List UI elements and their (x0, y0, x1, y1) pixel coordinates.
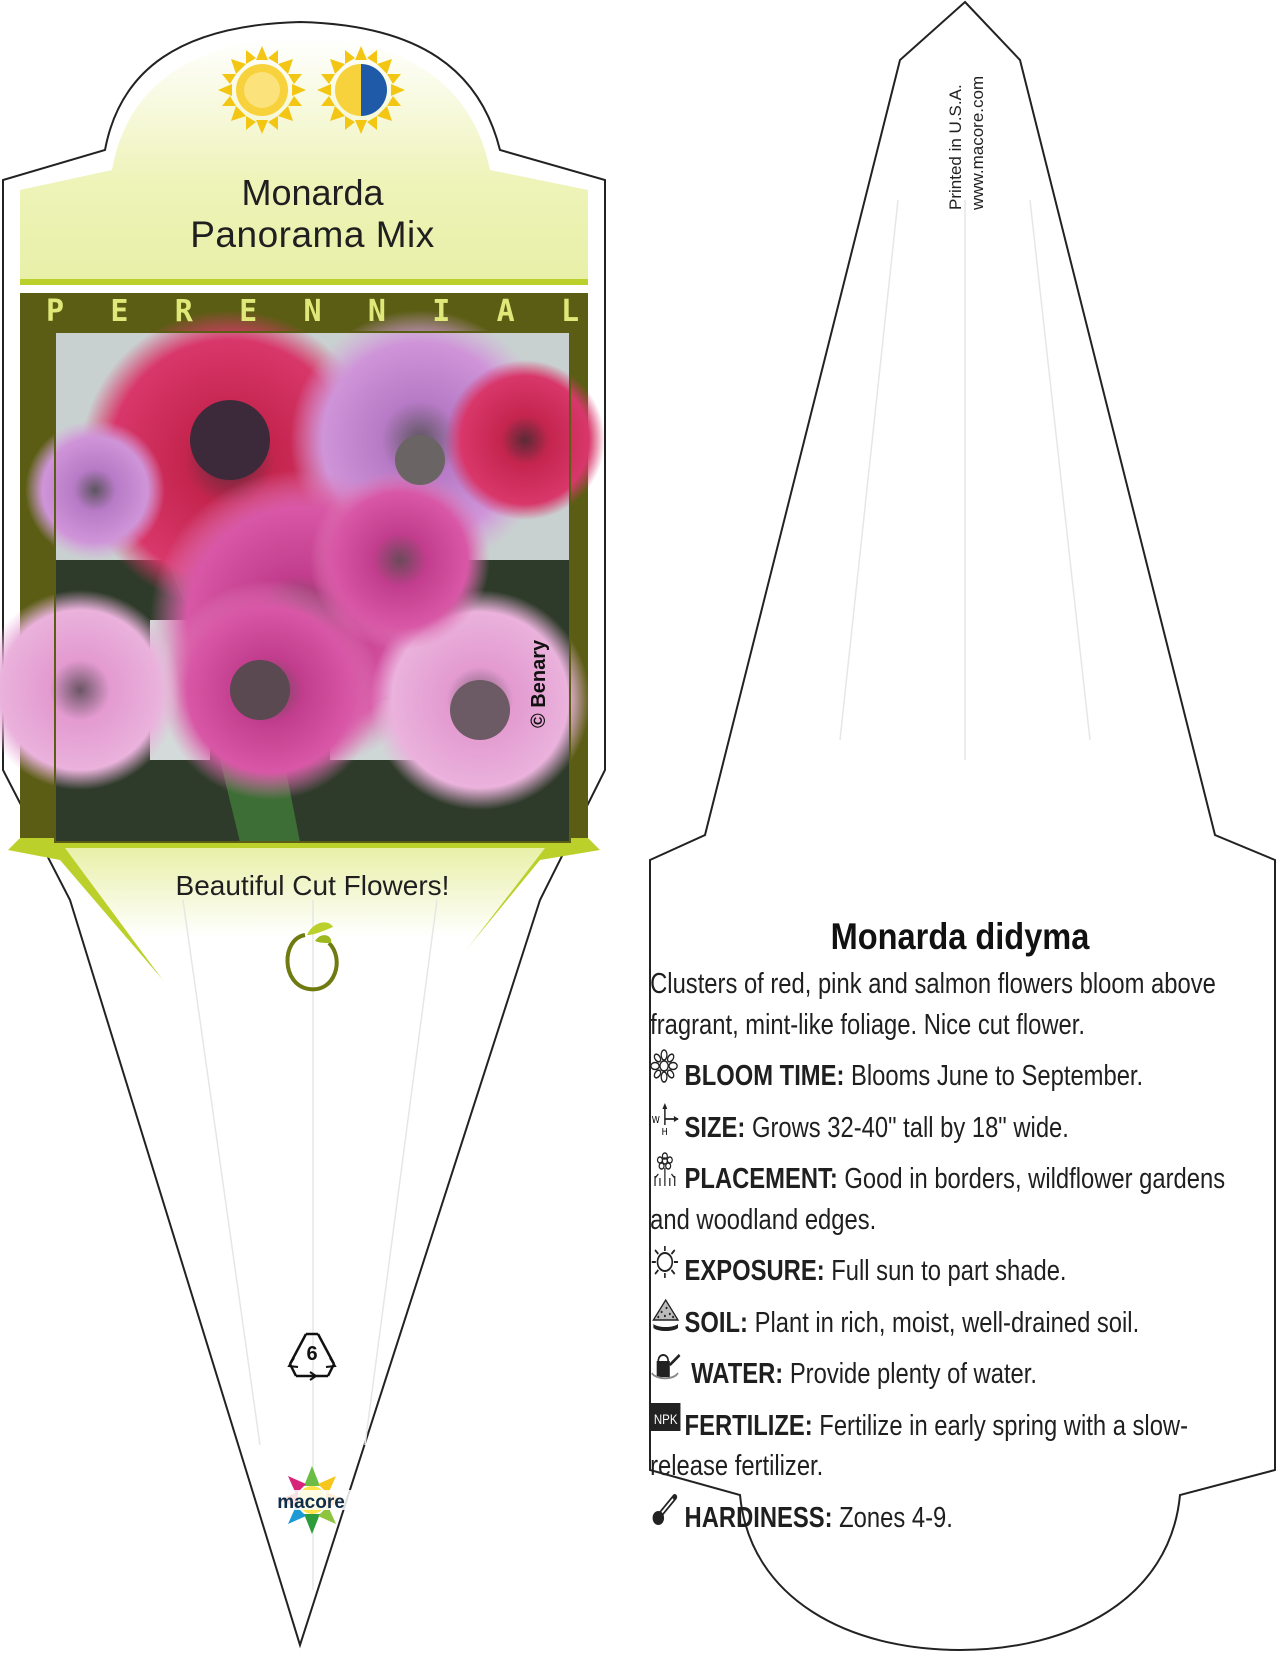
recycle-code: 6 (306, 1343, 318, 1365)
care-row (650, 1045, 1252, 1097)
category-letter: E (110, 294, 129, 329)
category-label (40, 294, 585, 329)
printed-country: Printed in U.S.A. (946, 84, 965, 210)
care-label: FERTILIZE: (684, 1409, 813, 1442)
npk-icon (650, 1395, 684, 1435)
printed-info (945, 76, 989, 210)
plant-genus: Monarda (241, 172, 384, 213)
size-w-label: W (651, 1114, 660, 1126)
care-label: EXPOSURE: (684, 1255, 825, 1287)
care-label: SIZE: (684, 1111, 746, 1144)
category-letter: E (239, 294, 258, 329)
care-text: Fertilize in early spring with a slow-release fertilizer. (650, 1409, 1189, 1482)
care-row (650, 1395, 1252, 1487)
care-text: Plant in rich, moist, well-drained soil. (754, 1306, 1140, 1339)
care-text: Good in borders, wildflower gardens and woodland edges. (650, 1163, 1226, 1236)
full-sun-icon (218, 46, 306, 134)
care-label: SOIL: (684, 1306, 748, 1339)
description: Clusters of red, pink and salmon flowers bloom above fragrant, mint-like foliage. Nice cut flower. (650, 968, 1216, 1041)
care-text: Blooms June to September. (851, 1060, 1144, 1092)
category-letter: P (45, 294, 65, 329)
care-label: BLOOM TIME: (684, 1060, 845, 1092)
species-name: Monarda didyma (830, 916, 1090, 957)
category-letter: L (560, 294, 580, 329)
care-text: Zones 4-9. (839, 1501, 953, 1534)
care-text: Full sun to part shade. (831, 1255, 1067, 1287)
category-letter: N (303, 294, 322, 329)
part-shade-icon (317, 46, 405, 134)
category-letter: A (496, 294, 515, 329)
care-row (650, 1097, 1252, 1149)
brand-name: macore (277, 1492, 345, 1513)
size-arrows-icon (650, 1097, 684, 1137)
placement-icon (650, 1148, 684, 1188)
category-letter: I (432, 294, 451, 329)
plant-variety: Panorama Mix (190, 214, 435, 255)
flower-photo (0, 310, 605, 842)
watering-can-icon (650, 1343, 684, 1383)
care-row (650, 1343, 1252, 1395)
care-label: PLACEMENT: (684, 1163, 838, 1195)
care-label: WATER: (691, 1358, 784, 1390)
care-row (650, 1240, 1252, 1292)
photo-credit: © Benary (528, 639, 550, 728)
care-text: Provide plenty of water. (789, 1358, 1038, 1390)
npk-text: NPK (653, 1410, 678, 1427)
care-row (650, 1148, 1252, 1240)
size-h-label: H (661, 1126, 668, 1137)
care-label: HARDINESS: (684, 1501, 833, 1534)
soil-icon (650, 1292, 684, 1332)
printed-website: www.macore.com (968, 75, 987, 210)
care-row (650, 1487, 1252, 1539)
care-text: Grows 32-40" tall by 18" wide. (751, 1111, 1069, 1144)
flower-icon (650, 1045, 684, 1085)
category-letter: R (174, 294, 193, 329)
tagline: Beautiful Cut Flowers! (175, 870, 450, 901)
care-instructions (650, 964, 1252, 1538)
thermometer-icon (650, 1487, 684, 1527)
category-letter: N (367, 294, 386, 329)
sun-outline-icon (650, 1240, 684, 1280)
care-row (650, 1292, 1252, 1344)
